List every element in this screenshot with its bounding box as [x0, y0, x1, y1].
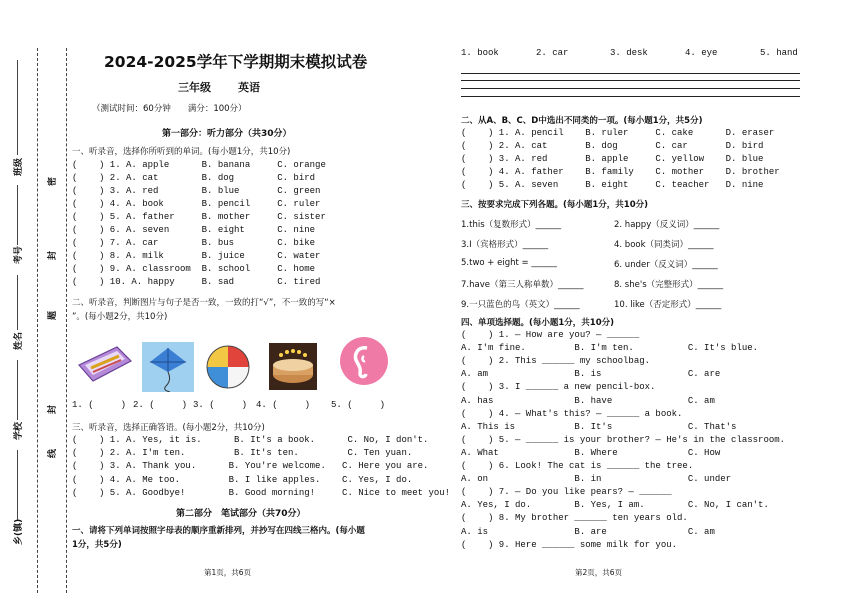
transform-item: 1.this（复数形式）______ [461, 220, 562, 230]
four-line-grid-line [461, 88, 800, 89]
choice-line: ( ) 2. This ______ my schoolbag. [461, 356, 651, 367]
listening-response-item: ( ) 1. A. Yes, it is. B. It's a book. C. No, I don't. [72, 435, 429, 445]
grade-label: 三年级 [178, 81, 211, 94]
choice-line: ( ) 1. — How are you? — ______ [461, 330, 640, 340]
listening-item: ( ) 5. A. father B. mother C. sister [72, 212, 326, 222]
name-blank [17, 275, 18, 330]
picture-answer-blank[interactable]: 5. ( ) [331, 400, 386, 410]
picture-answer-blank[interactable]: 1. ( ) [72, 400, 127, 410]
transform-item: 2. happy（反义词）______ [614, 220, 720, 230]
writing-section1-title-line1: 一、请将下列单词按照字母表的顺序重新排列，并抄写在四线三格内。(每小题 [72, 526, 365, 536]
writing-section2-title: 二、从A、B、C、D中选出不同类的一项。(每小题1分，共5分) [461, 116, 703, 126]
exam-title: 2024-2025学年下学期期末模拟试卷 [104, 53, 368, 71]
choice-line: ( ) 9. Here ______ some milk for you. [461, 539, 678, 550]
school-blank [17, 360, 18, 420]
alphabet-word: 5. hand [760, 48, 798, 58]
transform-item: 7.have（第三人称单数）______ [461, 280, 584, 290]
choice-line: ( ) 5. — ______ is your brother? — He's in the classroom. [461, 434, 786, 445]
listening-item: ( ) 6. A. seven B. eight C. nine [72, 225, 316, 235]
listening-item: ( ) 7. A. car B. bus C. bike [72, 238, 316, 248]
alphabet-word: 1. book [461, 48, 499, 58]
choice-line: ( ) 6. Look! The cat is ______ the tree. [461, 461, 694, 471]
transform-item: 4. book（同类词）______ [614, 240, 714, 250]
odd-one-out-item: ( ) 5. A. seven B. eight C. teacher D. nine [461, 180, 764, 190]
listening-response-item: ( ) 2. A. I'm ten. B. It's ten. C. Ten yuan. [72, 448, 413, 459]
listening-item: ( ) 10. A. happy B. sad C. tired [72, 277, 321, 287]
alphabet-word: 2. car [536, 48, 569, 58]
choice-line: A. Yes, I do. B. Yes, I am. C. No, I can't. [461, 500, 769, 511]
four-line-grid-line [461, 80, 800, 81]
township-label: 乡(镇) [14, 518, 24, 545]
cut-mark-char: 题 [48, 310, 58, 320]
choice-line: ( ) 3. I ______ a new pencil-box. [461, 382, 656, 393]
listening-section2-title-line2: ”。(每小题2分，共10分) [72, 312, 168, 322]
choice-line: A. is B. are C. am [461, 526, 715, 537]
listening-item: ( ) 9. A. classroom B. school C. home [72, 264, 316, 274]
listening-section3-title: 三、听录音，选择正确答语。(每小题2分，共10分) [72, 423, 265, 433]
birthday-cake-image [269, 343, 317, 390]
transform-item: 9.一只蓝色的鸟（英文）______ [461, 300, 580, 310]
binding-dashed-line [37, 48, 38, 593]
writing-section1-title-line2: 1分，共5分) [72, 540, 122, 550]
ear-image [339, 336, 389, 386]
alphabet-word: 3. desk [610, 48, 648, 58]
odd-one-out-item: ( ) 2. A. cat B. dog C. car D. bird [461, 141, 764, 151]
page2-footer: 第2页，共6页 [575, 568, 623, 577]
listening-section1-title: 一、听录音，选择你所听到的单词。(每小题1分，共10分) [72, 147, 291, 157]
listening-response-item: ( ) 5. A. Goodbye! B. Good morning! C. Nice to meet you! [72, 487, 451, 498]
part2-title: 第二部分 笔试部分（共70分） [176, 509, 306, 519]
writing-section4-title: 四、单项选择题。(每小题1分，共10分) [461, 318, 615, 328]
exam-info: （测试时间：60分钟 满分：100分） [92, 104, 247, 114]
ball-image [204, 344, 252, 390]
township-blank [17, 450, 18, 520]
choice-line: A. am B. is C. are [461, 369, 721, 380]
four-line-grid-line [461, 96, 800, 97]
listening-item: ( ) 8. A. milk B. juice C. water [72, 251, 321, 261]
choice-line: A. I'm fine. B. I'm ten. C. It's blue. [461, 343, 759, 354]
exam-number-blank [17, 185, 18, 245]
transform-item: 3.I（宾格形式）______ [461, 240, 549, 250]
choice-line: ( ) 8. My brother ______ ten years old. [461, 513, 688, 524]
choice-line: A. has B. have C. am [461, 395, 715, 406]
listening-item: ( ) 2. A. cat B. dog C. bird [72, 173, 316, 183]
odd-one-out-item: ( ) 1. A. pencil B. ruler C. cake D. eraser [461, 128, 775, 138]
listening-item: ( ) 1. A. apple B. banana C. orange [72, 160, 326, 170]
writing-section3-title: 三、按要求完成下列各题。(每小题1分，共10分) [461, 200, 649, 210]
cut-mark-char: 封 [48, 250, 58, 260]
cut-mark-char: 密 [48, 176, 58, 186]
four-line-grid-line [461, 73, 800, 74]
pencil-box-image [77, 343, 132, 388]
kite-image [142, 342, 194, 392]
transform-item: 6. under（反义词）______ [614, 260, 718, 270]
transform-item: 8. she's（完整形式）______ [614, 280, 724, 290]
cut-mark-char: 线 [48, 448, 58, 458]
part1-title: 第一部分：听力部分（共30分） [162, 129, 292, 139]
listening-response-item: ( ) 4. A. Me too. B. I like apples. C. Yes, I do. [72, 474, 413, 485]
choice-line: A. What B. Where C. How [461, 447, 721, 458]
choice-line: ( ) 7. — Do you like pears? — ______ [461, 487, 672, 498]
choice-line: A. on B. in C. under [461, 474, 732, 485]
school-label: 学校 [14, 421, 24, 440]
class-blank [17, 60, 18, 155]
choice-line: A. This is B. It's C. That's [461, 421, 737, 432]
name-label: 姓名 [14, 331, 24, 350]
transform-item: 10. like（否定形式）______ [614, 300, 722, 310]
odd-one-out-item: ( ) 4. A. father B. family C. mother D. brother [461, 167, 780, 177]
choice-line: ( ) 4. — What's this? — ______ a book. [461, 408, 683, 419]
cut-mark-char: 封 [48, 404, 58, 414]
subject-label: 英语 [238, 81, 260, 94]
listening-response-item: ( ) 3. A. Thank you. B. You're welcome. C. Here you are. [72, 461, 429, 472]
picture-answer-blank[interactable]: 4. ( ) [256, 400, 311, 410]
class-label: 班级 [14, 157, 24, 176]
odd-one-out-item: ( ) 3. A. red B. apple C. yellow D. blue [461, 154, 764, 164]
page1-footer: 第1页，共6页 [204, 568, 252, 577]
picture-answer-blank[interactable]: 2. ( ) [133, 400, 188, 410]
alphabet-word: 4. eye [685, 48, 718, 58]
listening-section2-title-line1: 二、听录音，判断图片与句子是否一致，一致的打“√”，不一致的写“× [72, 298, 336, 308]
transform-item: 5.two + eight = ______ [461, 258, 557, 268]
binding-dashed-line-inner [66, 48, 67, 593]
listening-item: ( ) 4. A. book B. pencil C. ruler [72, 199, 321, 209]
exam-number-label: 考号 [14, 245, 24, 264]
picture-answer-blank[interactable]: 3. ( ) [193, 400, 248, 410]
listening-item: ( ) 3. A. red B. blue C. green [72, 186, 321, 196]
